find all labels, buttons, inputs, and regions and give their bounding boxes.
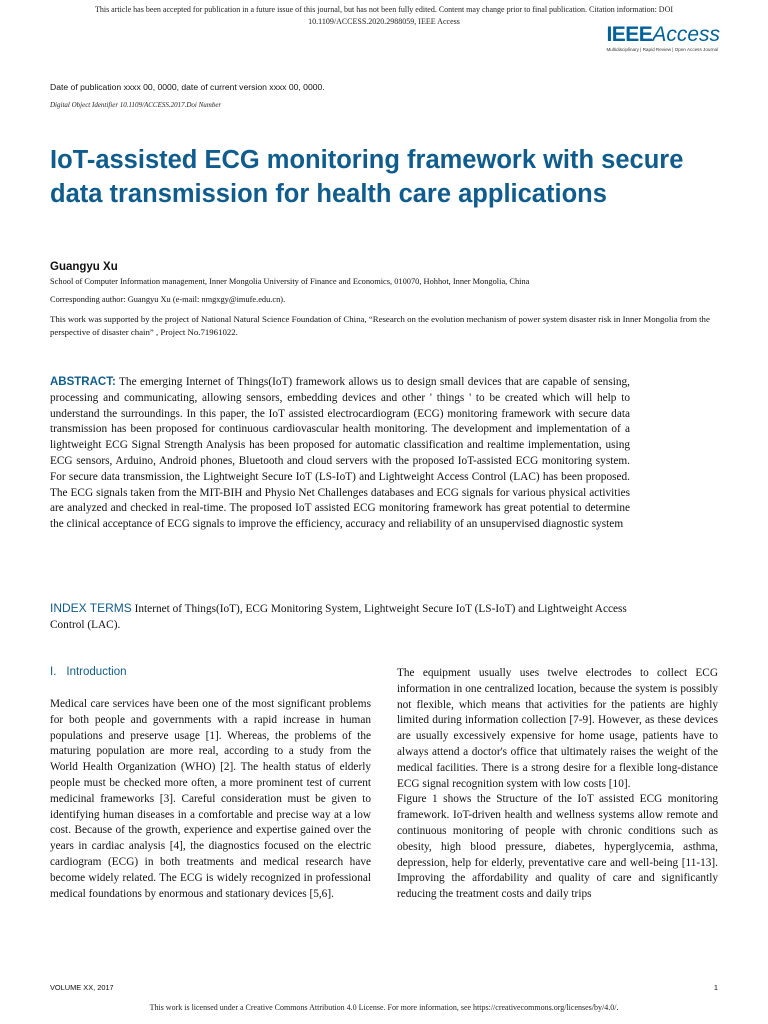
- paper-title: IoT-assisted ECG monitoring framework with secure data transmission for health care applications: [50, 146, 684, 208]
- author-name: Guangyu Xu: [50, 261, 118, 273]
- abstract-label: ABSTRACT:: [50, 376, 116, 388]
- index-terms-block: [50, 600, 630, 633]
- corresponding-author: Corresponding author: Guangyu Xu (e-mail: nmgxgy@imufe.edu.cn).: [50, 295, 286, 304]
- footer-page-number: 1: [713, 983, 718, 992]
- body-column-left: [50, 697, 371, 902]
- footer-volume: VOLUME XX, 2017: [50, 983, 114, 992]
- index-terms-text: Internet of Things(IoT), ECG Monitoring System, Lightweight Secure IoT (LS-IoT) and Lightweight Access Control (LAC).: [50, 603, 627, 631]
- author-affiliation: School of Computer Information management, Inner Mongolia University of Finance and Economics, 010070, Hohhot, Inner Mongolia, China: [50, 277, 530, 286]
- intro-paragraph-3: Figure 1 shows the Structure of the IoT assisted ECG monitoring framework. IoT-driven health and wellness systems allow remote and continuous monitoring of people with chronic conditions such as obesity, high blood pressure, diabetes, hyperglycemia, asthma, depression, help for elderly, preventative care and well-being [11-13]. Improving the affordability and quality of care and significantly reducing the treatment costs and daily trips: [397, 793, 718, 901]
- logo-ieee-text: IEEE: [606, 23, 653, 46]
- body-column-right: [397, 666, 718, 903]
- funding-statement: This work was supported by the project of National Natural Science Foundation of China, “Research on the evolution mechanism of power system disaster risk in Inner Mongolia from the perspective of disaster chain” , Project No.71961022.: [50, 314, 710, 337]
- intro-paragraph-1: Medical care services have been one of the most significant problems for both people and governments with a rapid increase in human populations and preserve usage [1]. Whereas, the problems of the maturing population are more real, according to a study from the World Health Organization (WHO) [2]. The health status of elderly people must be checked more often, a more prominent test of current medicinal frameworks [3]. Careful consideration must be given to identifying human diseases in a comfortable and precise way at a low cost. Because of the growth, experience and expertise gained over the years in cardiac analysis [4], the diagnostics focused on the electric cardiogram (ECG) in both treatments and medical research have become widely related. The ECG is widely recognized in professional medical foundations by enormous and stationary devices [5,6].: [50, 698, 371, 900]
- section-heading-introduction: [50, 666, 127, 678]
- section-title: Introduction: [66, 666, 127, 678]
- doi-line: Digital Object Identifier 10.1109/ACCESS.2017.Doi Number: [50, 101, 222, 109]
- abstract-text: The emerging Internet of Things(IoT) framework allows us to design small devices that are capable of sensing, processing and communicating, allowing sensors, embedding devices and other ' things ' to be created which will help to understand the surroundings. In this paper, the IoT assisted electrocardiogram (ECG) monitoring framework with secure data transmission has been proposed for continuous cardiovascular health monitoring. The development and implementation of a lightweight ECG Signal Strength Analysis has been proposed for automatic classification and realtime implementation, using ECG sensors, Arduino, Android phones, Bluetooth and cloud servers with the proposed IoT-assisted ECG monitoring system. For secure data transmission, the Lightweight Secure IoT (LS-IoT) and Lightweight Access Control (LAC) has been proposed. The ECG signals taken from the MIT-BIH and Physio Net Challenges databases and ECG signals for various physical activities are analyzed and checked in real-time. The proposed IoT assisted ECG monitoring framework has great potential to determine the clinical acceptance of ECG signals to improve the efficiency, accuracy and reliability of an unsupervised diagnostic system: [50, 376, 630, 531]
- logo-access-text: Access: [652, 23, 720, 46]
- section-number: I.: [50, 666, 57, 678]
- index-terms-label: INDEX TERMS: [50, 601, 132, 615]
- notice-line-2: 10.1109/ACCESS.2020.2988059, IEEE Access: [308, 17, 460, 26]
- footer-license-notice: This work is licensed under a Creative Commons Attribution 4.0 License. For more information, see https://creativecommons.org/licenses/by/4.0/.: [149, 1003, 619, 1012]
- ieee-access-logo: [606, 24, 720, 52]
- logo-tagline: Multidisciplinary | Rapid Review | Open Access Journal: [606, 47, 719, 52]
- publication-date: Date of publication xxxx 00, 0000, date of current version xxxx 00, 0000.: [50, 82, 325, 92]
- notice-line-1: This article has been accepted for publication in a future issue of this journal, but has not been fully edited. Content may change prior to final publication. Citation information: DOI: [94, 5, 674, 14]
- abstract-block: [50, 375, 630, 533]
- intro-paragraph-2: The equipment usually uses twelve electrodes to collect ECG information in one centralized location, because the system is possibly not flexible, which means that activities for the patients are highly limited during information collection [7-9]. However, as these devices are usually excessively expensive for home usage, patients have to always attend a doctor's office that ultimately raises the weight of the medical facilities. There is a strong desire for a flexible long-distance ECG signal recognition system with low costs [10].: [397, 667, 718, 790]
